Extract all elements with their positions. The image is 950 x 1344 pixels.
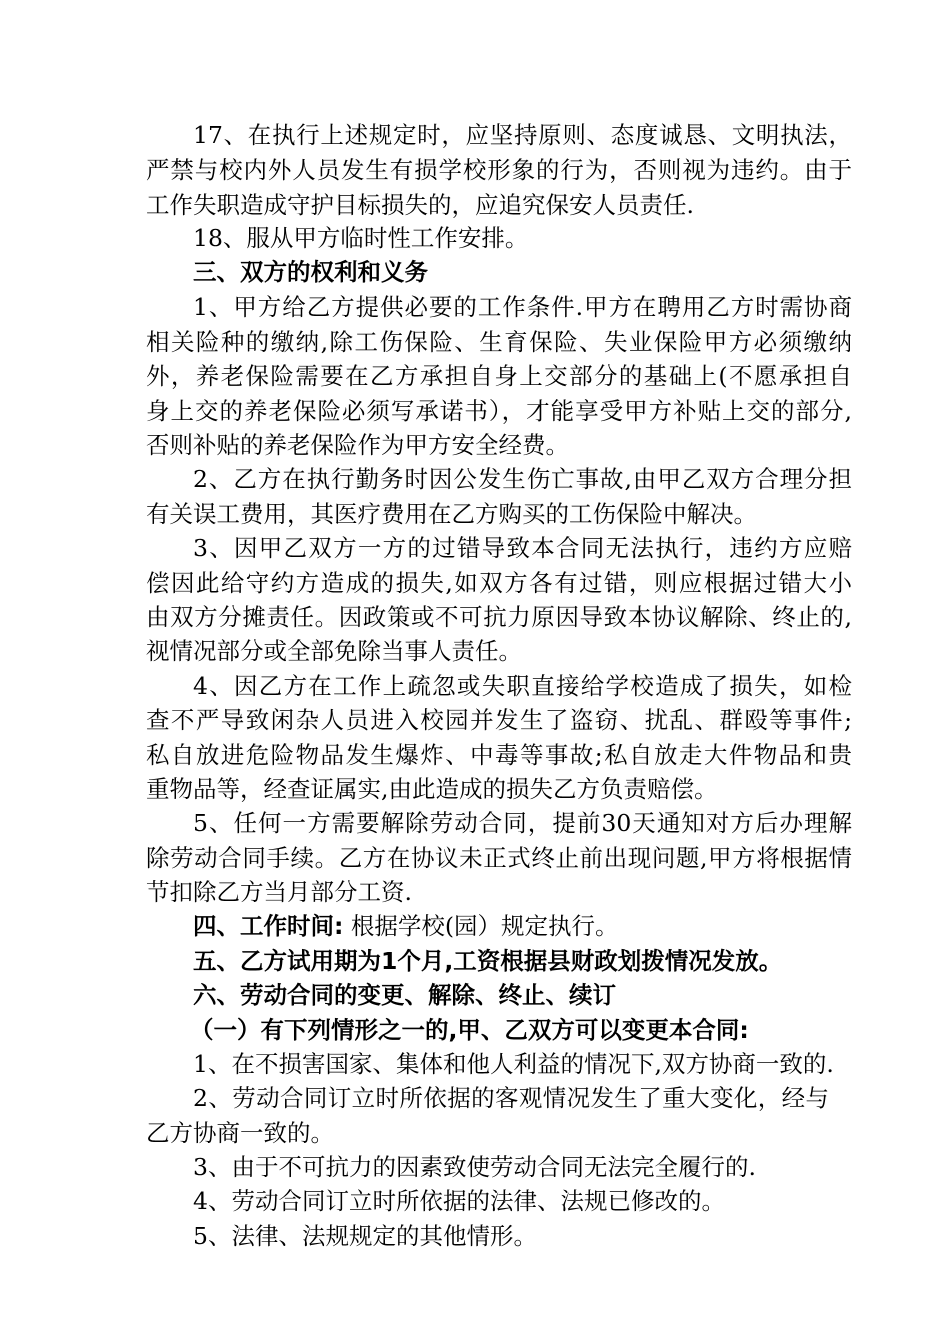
paragraph-line: 严禁与校内外人员发生有损学校形象的行为，否则视为违约。由于: [146, 156, 852, 184]
paragraph-line: 3、由于不可抗力的因素致使劳动合同无法完全履行的.: [193, 1153, 756, 1181]
paragraph-line: 节扣除乙方当月部分工资.: [146, 878, 412, 906]
work-time-text: 根据学校(园）规定执行。: [350, 912, 619, 940]
section-heading: 五、乙方试用期为1个月,工资根据县财政划拨情况发放。: [193, 947, 783, 975]
paragraph-line: 由双方分摊责任。因政策或不可抗力原因导致本协议解除、终止的,: [146, 603, 852, 631]
paragraph-line: 1、甲方给乙方提供必要的工作条件.甲方在聘用乙方时需协商: [193, 293, 852, 321]
paragraph-line: 查不严导致闲杂人员进入校园并发生了盗窃、扰乱、群殴等事件;: [146, 706, 852, 734]
paragraph-line: 4、因乙方在工作上疏忽或失职直接给学校造成了损失，如检: [193, 672, 852, 700]
section-heading: 三、双方的权利和义务: [193, 258, 428, 286]
paragraph-line: 私自放进危险物品发生爆炸、中毒等事故;私自放走大件物品和贵: [146, 741, 852, 769]
paragraph-line: 3、因甲乙双方一方的过错导致本合同无法执行，违约方应赔: [193, 534, 852, 562]
paragraph-line: 外，养老保险需要在乙方承担自身上交部分的基础上(不愿承担自: [146, 362, 852, 390]
subsection-heading: （一）有下列情形之一的,甲、乙双方可以变更本合同:: [190, 1016, 749, 1044]
paragraph-line: 18、服从甲方临时性工作安排。: [193, 224, 529, 252]
paragraph-line: 工作失职造成守护目标损失的，应追究保安人员责任.: [146, 191, 694, 219]
paragraph-line: 偿因此给守约方造成的损失,如双方各有过错，则应根据过错大小: [146, 569, 852, 597]
paragraph-line: 1、在不损害国家、集体和他人利益的情况下,双方协商一致的.: [193, 1050, 834, 1078]
paragraph-line: 有关误工费用，其医疗费用在乙方购买的工伤保险中解决。: [146, 500, 757, 528]
paragraph-line: 否则补贴的养老保险作为甲方安全经费。: [146, 431, 569, 459]
paragraph-line: 17、在执行上述规定时，应坚持原则、态度诚恳、文明执法，: [193, 121, 852, 149]
paragraph-line: 2、劳动合同订立时所依据的客观情况发生了重大变化，经与: [193, 1084, 829, 1112]
paragraph-line: 4、劳动合同订立时所依据的法律、法规已修改的。: [193, 1187, 725, 1215]
paragraph-line: 乙方协商一致的。: [146, 1119, 334, 1147]
paragraph-line: 2、乙方在执行勤务时因公发生伤亡事故,由甲乙双方合理分担: [193, 465, 852, 493]
paragraph-line: 重物品等，经查证属实,由此造成的损失乙方负责赔偿。: [146, 775, 718, 803]
paragraph-line: 5、法律、法规规定的其他情形。: [193, 1222, 537, 1250]
paragraph-line: 身上交的养老保险必须写承诺书），才能享受甲方补贴上交的部分,: [146, 397, 852, 425]
section-heading: 四、工作时间:: [193, 912, 344, 940]
section-heading: 六、劳动合同的变更、解除、终止、续订: [193, 981, 616, 1009]
paragraph-line: 5、任何一方需要解除劳动合同，提前30天通知对方后办理解: [193, 809, 852, 837]
paragraph-line: 视情况部分或全部免除当事人责任。: [146, 637, 522, 665]
paragraph-line: 除劳动合同手续。乙方在协议未正式终止前出现问题,甲方将根据情: [146, 844, 852, 872]
paragraph-line: 相关险种的缴纳,除工伤保险、生育保险、失业保险甲方必须缴纳: [146, 328, 852, 356]
work-time-line: [193, 909, 852, 943]
